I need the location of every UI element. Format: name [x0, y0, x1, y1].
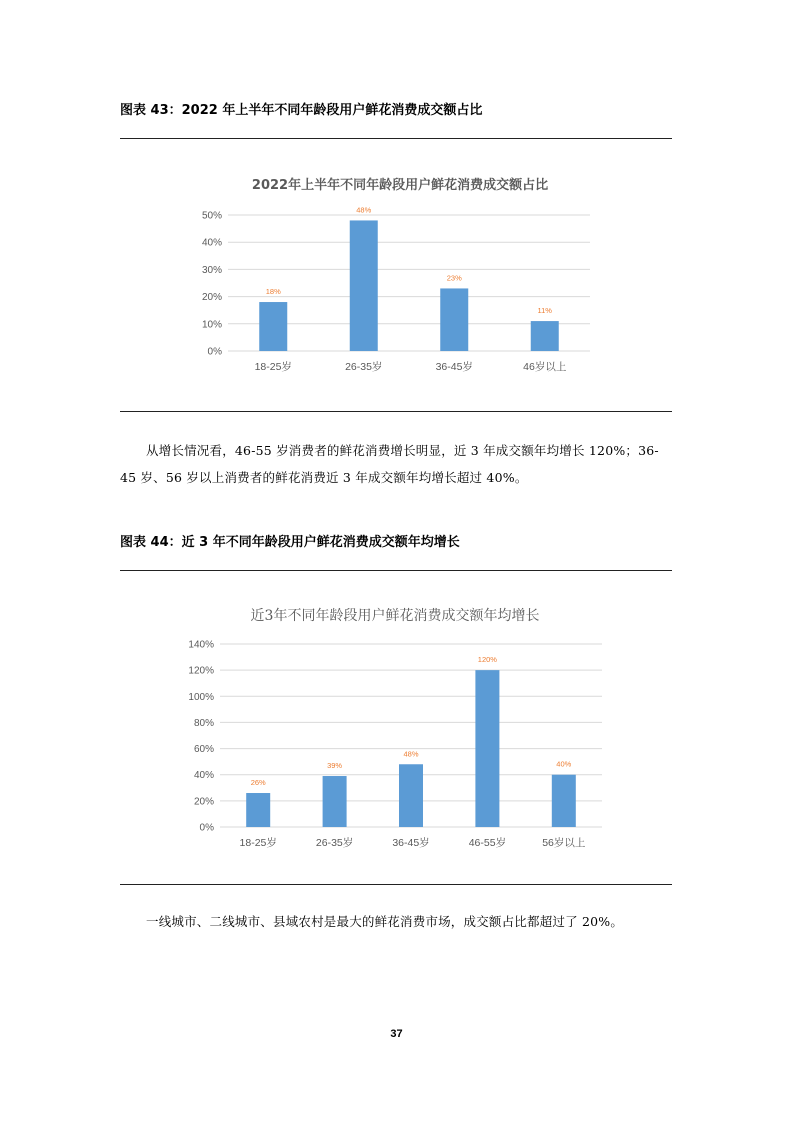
- y-tick-label: 40%: [193, 770, 214, 782]
- y-tick-label: 120%: [188, 665, 214, 677]
- y-tick-label: 0%: [207, 346, 222, 358]
- bar: [350, 220, 378, 351]
- x-tick-label: 26-35岁: [315, 837, 354, 849]
- paragraph-city-markets: 一线城市、二线城市、县域农村是最大的鲜花消费市场，成交额占比都超过了 20%。: [146, 914, 624, 929]
- divider: [120, 138, 672, 139]
- data-label: 48%: [403, 749, 419, 759]
- bar: [246, 793, 270, 827]
- chart-age-share: [190, 165, 610, 385]
- chart-title: 近3年不同年龄段用户鲜花消费成交额年均增长: [250, 608, 540, 624]
- x-tick-label: 36-45岁: [392, 837, 430, 849]
- y-tick-label: 20%: [193, 796, 214, 808]
- bar: [259, 302, 287, 351]
- data-label: 11%: [537, 306, 552, 316]
- chart-age-growth-svg: [170, 598, 620, 860]
- data-label: 23%: [446, 273, 462, 283]
- x-tick-label: 18-25岁: [254, 361, 292, 373]
- x-tick-label: 46-55岁: [468, 837, 507, 849]
- data-label: 120%: [477, 655, 497, 665]
- y-tick-label: 20%: [201, 292, 222, 304]
- bar: [399, 764, 423, 827]
- chart-age-share-svg: [190, 165, 610, 385]
- paragraph-growth: 从增长情况看，46-55 岁消费者的鲜花消费增长明显，近 3 年成交额年均增长 120%；36-45 岁、56 岁以上消费者的鲜花消费近 3 年成交额年均增长超过 40%。: [120, 443, 659, 485]
- x-tick-label: 46岁以上: [523, 361, 567, 373]
- x-tick-label: 56岁以上: [542, 837, 586, 849]
- divider: [120, 884, 672, 885]
- bar: [552, 775, 576, 827]
- data-label: 18%: [265, 287, 281, 297]
- figure-44-caption: 图表 44：近 3 年不同年龄段用户鲜花消费成交额年均增长: [120, 535, 460, 550]
- chart-age-growth: [170, 598, 620, 860]
- data-label: 26%: [250, 778, 266, 788]
- bar: [531, 321, 559, 351]
- y-tick-label: 40%: [201, 237, 222, 249]
- data-label: 48%: [356, 205, 372, 215]
- divider: [120, 570, 672, 571]
- y-tick-label: 100%: [188, 691, 214, 703]
- divider: [120, 411, 672, 412]
- y-tick-label: 80%: [193, 717, 214, 729]
- bar: [475, 670, 499, 827]
- y-tick-label: 60%: [193, 744, 214, 756]
- data-label: 39%: [327, 761, 343, 771]
- y-tick-label: 10%: [201, 319, 222, 331]
- chart-title: 2022年上半年不同年龄段用户鲜花消费成交额占比: [251, 178, 549, 193]
- y-tick-label: 30%: [201, 264, 222, 276]
- y-tick-label: 140%: [188, 639, 214, 651]
- figure-43-caption: 图表 43：2022 年上半年不同年龄段用户鲜花消费成交额占比: [120, 103, 483, 118]
- x-tick-label: 18-25岁: [239, 837, 277, 849]
- y-tick-label: 0%: [199, 822, 214, 834]
- y-tick-label: 50%: [201, 210, 222, 222]
- bar: [440, 288, 468, 351]
- page-number: 37: [390, 1028, 403, 1040]
- x-tick-label: 36-45岁: [435, 361, 473, 373]
- x-tick-label: 26-35岁: [345, 361, 383, 373]
- bar: [323, 776, 347, 827]
- data-label: 40%: [556, 759, 572, 769]
